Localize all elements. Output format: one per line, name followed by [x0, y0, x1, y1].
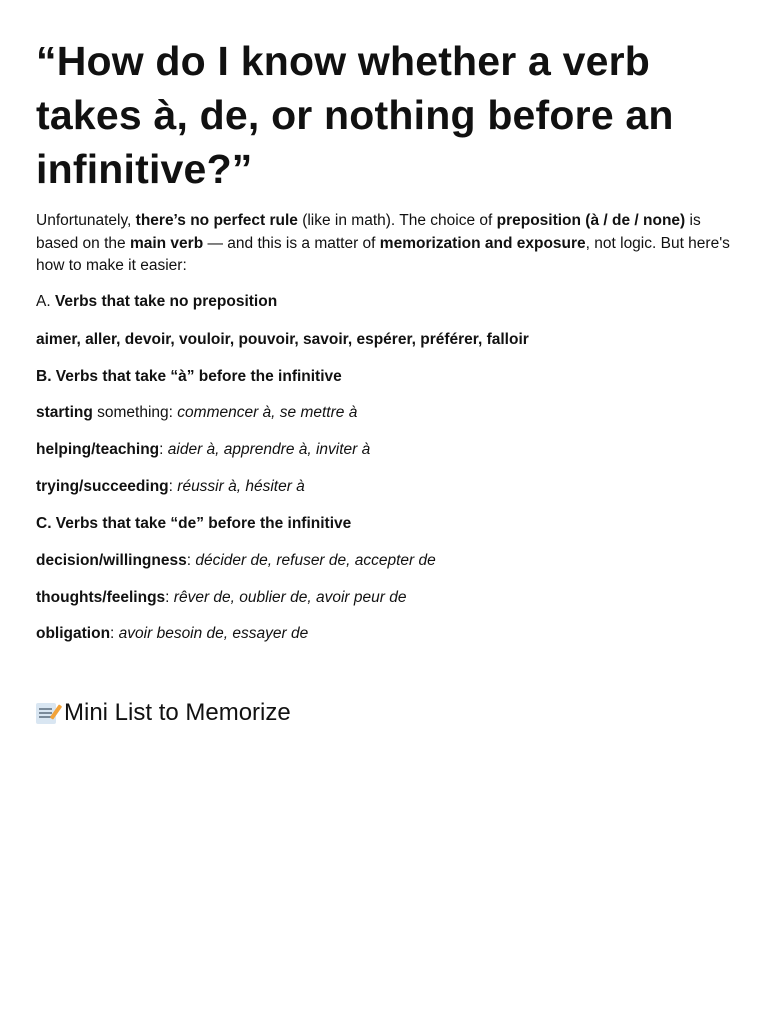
intro-text-3: is based on the: [36, 212, 701, 252]
item-separator: :: [168, 478, 178, 495]
item-label: thoughts/feelings: [36, 589, 166, 606]
item-examples: aider à, apprendre à, inviter à: [167, 441, 371, 458]
section-c-item: [36, 623, 736, 645]
item-label: decision/willingness: [36, 552, 187, 569]
item-label: helping/teaching: [36, 441, 160, 458]
section-a-prefix: A.: [36, 293, 55, 310]
intro-text-2: (like in math). The choice of: [297, 212, 497, 229]
item-separator: :: [110, 625, 119, 642]
intro-text-1: Unfortunately,: [36, 212, 136, 229]
section-a-verb-list: [36, 329, 736, 351]
memo-icon: [36, 703, 56, 724]
section-b-item: [36, 402, 736, 424]
section-a-heading: [36, 291, 736, 313]
intro-bold-2: preposition (à / de / none): [496, 212, 686, 229]
section-a-verbs: aimer, aller, devoir, vouloir, pouvoir, savoir, espérer, préférer, falloir: [36, 331, 529, 348]
item-label: trying/succeeding: [36, 478, 169, 495]
item-examples: avoir besoin de, essayer de: [118, 625, 309, 642]
item-separator: :: [186, 552, 196, 569]
intro-text-4: — and this is a matter of: [203, 234, 380, 252]
item-label: obligation: [36, 625, 111, 642]
intro-bold-3: main verb: [129, 234, 204, 252]
item-examples: rêver de, oublier de, avoir peur de: [173, 589, 407, 606]
section-c-heading-text: C. Verbs that take “de” before the infinitive: [36, 515, 352, 532]
section-b-heading: [36, 366, 736, 388]
section-a-heading-text: Verbs that take no preposition: [54, 293, 278, 310]
intro-paragraph: [36, 210, 736, 278]
section-c-item: [36, 550, 736, 572]
item-separator: :: [165, 589, 174, 606]
item-separator: :: [159, 441, 168, 458]
mini-list-heading-text: Mini List to Memorize: [64, 699, 291, 726]
section-b-item: [36, 439, 736, 461]
section-b-heading-text: B. Verbs that take “à” before the infinitive: [36, 368, 342, 385]
item-separator: something:: [92, 404, 178, 421]
section-c-item: [36, 587, 736, 609]
section-b-item: [36, 476, 736, 498]
mini-list-heading: [36, 698, 291, 728]
item-examples: commencer à, se mettre à: [177, 404, 358, 421]
section-c-heading: [36, 513, 736, 535]
intro-text-5: , not logic. But here's how to make it easier:: [36, 234, 730, 274]
item-examples: réussir à, hésiter à: [177, 478, 305, 495]
item-label: starting: [36, 404, 93, 421]
page-title: “How do I know whether a verb takes à, de, or nothing before an infinitive?”: [36, 38, 674, 192]
intro-bold-1: there’s no perfect rule: [135, 212, 298, 229]
intro-bold-4: memorization and exposure: [379, 234, 586, 252]
item-examples: décider de, refuser de, accepter de: [195, 552, 436, 569]
